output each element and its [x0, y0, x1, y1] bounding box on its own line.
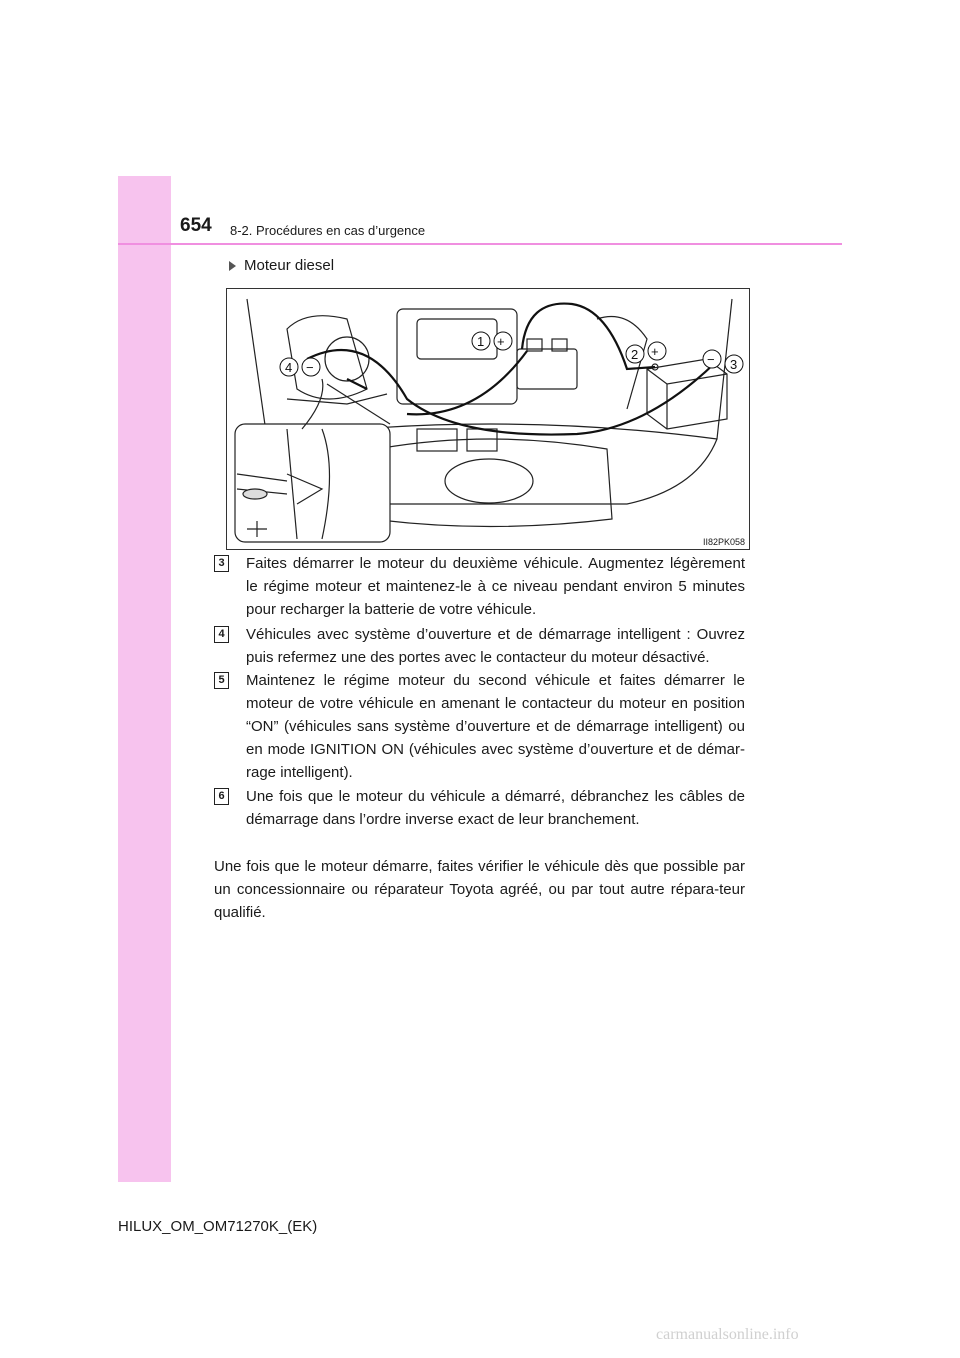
step-3 — [214, 552, 745, 621]
step-badge: 5 — [214, 672, 229, 689]
closing-paragraph: Une fois que le moteur démarre, faites vérifier le véhicule dès que possible par un concessionnaire ou réparateur Toyota agréé, ou par tout autre répara-teur qualifié. — [214, 858, 745, 921]
subheading — [229, 257, 334, 274]
svg-text:−: − — [707, 352, 715, 367]
svg-text:3: 3 — [730, 357, 738, 372]
page-sidebar — [118, 176, 171, 1182]
triangle-bullet-icon — [229, 261, 236, 271]
step-6 — [214, 785, 745, 831]
jump-start-figure — [226, 288, 750, 550]
step-text: Une fois que le moteur du véhicule a démarré, débranchez les câbles de démarrage dans l’ordre inverse exact de leur branchement. — [246, 788, 745, 828]
step-badge: 4 — [214, 626, 229, 643]
footer-code: HILUX_OM_OM71270K_(EK) — [118, 1218, 318, 1235]
step-badge: 3 — [214, 555, 229, 572]
step-text: Maintenez le régime moteur du second véhicule et faites démarrer le moteur de votre véhicule en amenant le contacteur du moteur en position “ON” (véhicules sans système d’ouverture et de démarrage intelligent) ou en mode IGNITION ON (véhicules avec système d’ouverture et de démar-rage intelligent). — [246, 672, 745, 781]
header-divider — [118, 243, 842, 245]
subheading-text: Moteur diesel — [244, 257, 335, 274]
svg-text:−: − — [306, 360, 314, 375]
step-4 — [214, 623, 745, 669]
svg-text:2: 2 — [631, 347, 639, 362]
svg-text:1: 1 — [477, 334, 485, 349]
section-title: 8-2. Procédures en cas d’urgence — [230, 223, 426, 238]
svg-text:4: 4 — [285, 360, 293, 375]
step-badge: 6 — [214, 788, 229, 805]
step-text: Faites démarrer le moteur du deuxième véhicule. Augmentez légèrement le régime moteur et maintenez-le à ce niveau pendant environ 5 minutes pour recharger la batterie de votre véhicule. — [246, 555, 745, 618]
step-text: Véhicules avec système d’ouverture et de démarrage intelligent : Ouvrez puis refermez une des portes avec le contacteur du moteur désactivé. — [246, 626, 745, 666]
step-5 — [214, 669, 745, 784]
svg-text:+: + — [651, 344, 659, 359]
figure-code: II82PK058 — [702, 537, 745, 547]
footer-watermark: carmanualsonline.info — [656, 1326, 799, 1343]
jump-start-diagram-icon — [227, 289, 750, 550]
svg-text:+: + — [497, 334, 505, 349]
page-number: 654 — [180, 215, 212, 236]
